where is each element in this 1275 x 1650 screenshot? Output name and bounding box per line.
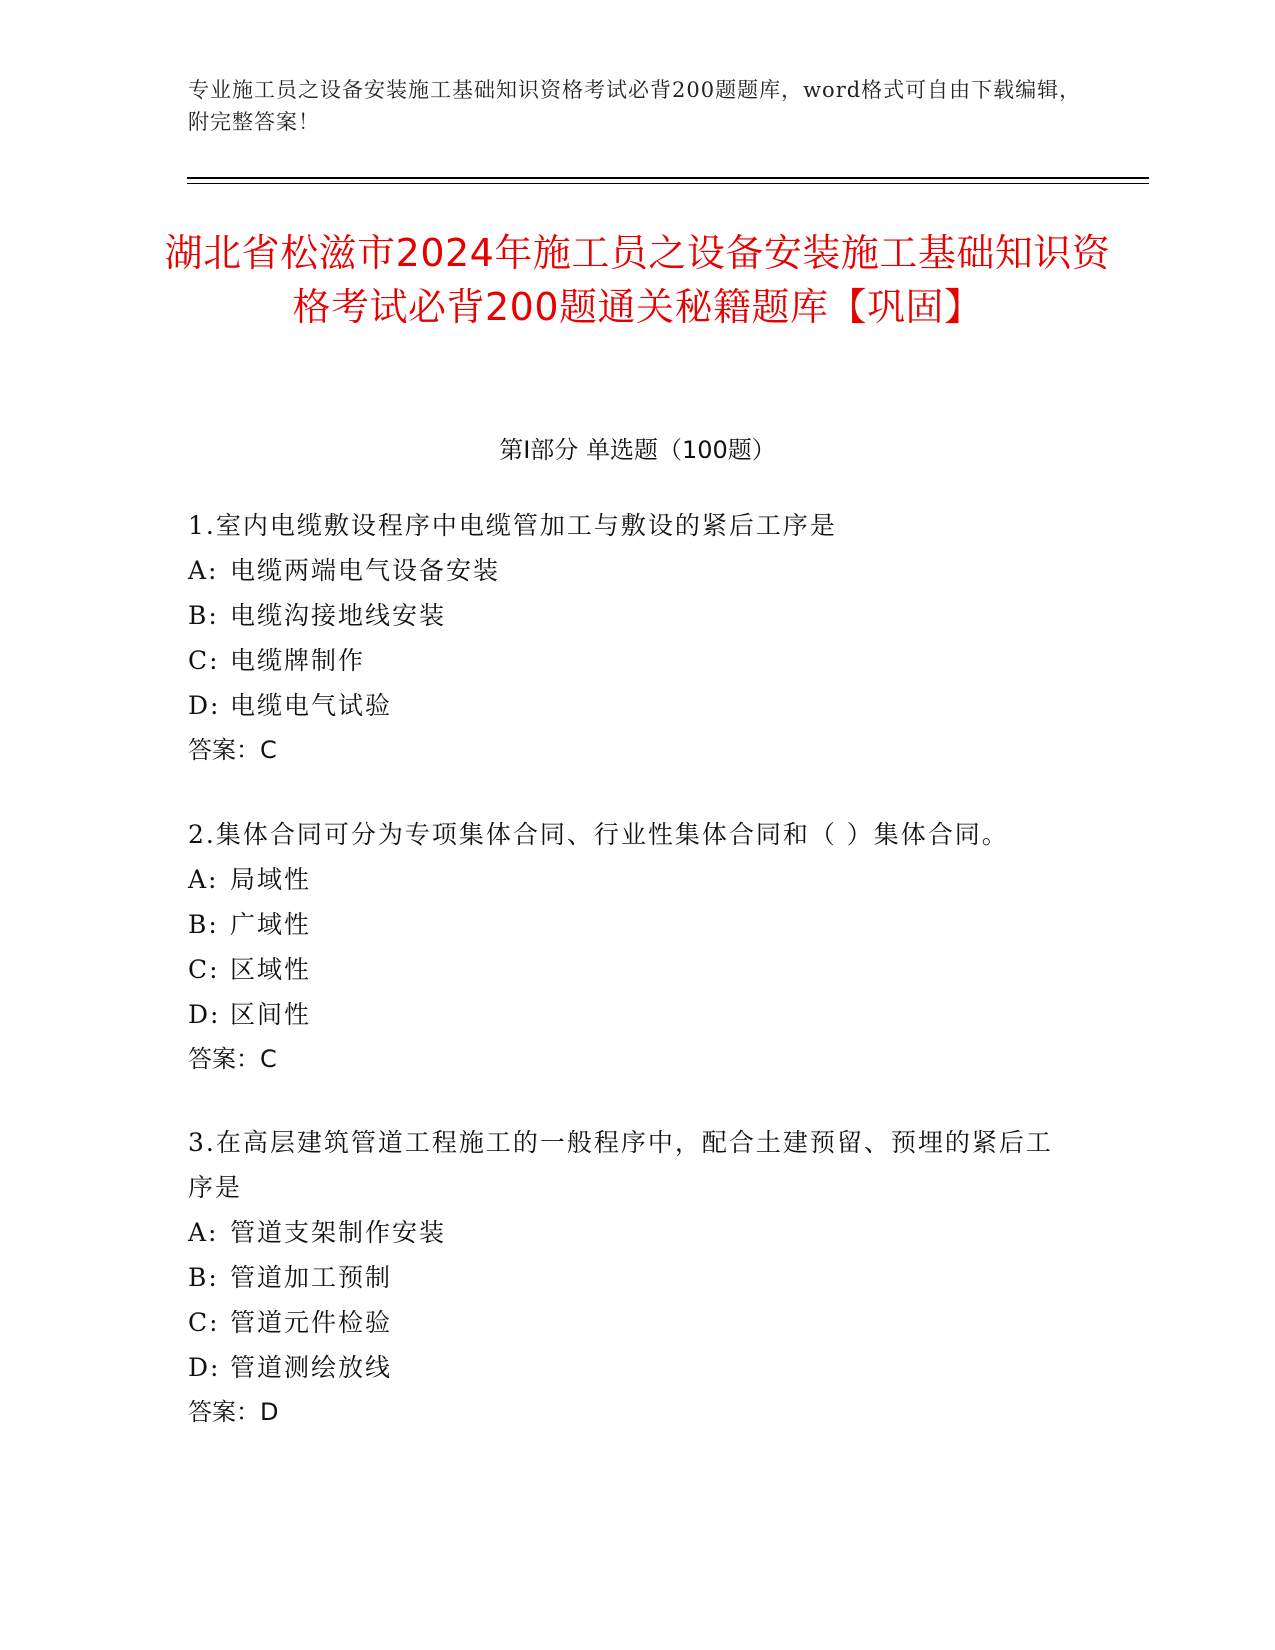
- option-a: [188, 857, 1088, 902]
- question-text: 1.室内电缆敷设程序中电缆管加工与敷设的紧后工序是: [188, 511, 837, 540]
- option-letter: A:: [188, 1218, 219, 1247]
- option-letter: B:: [188, 1263, 219, 1292]
- answer: 答案：D: [188, 1398, 279, 1426]
- question-text: 2.集体合同可分为专项集体合同、行业性集体合同和（ ）集体合同。: [188, 820, 1009, 849]
- option-a: [188, 548, 1088, 593]
- option-letter: A:: [188, 865, 219, 894]
- question-3: [188, 1120, 1088, 1435]
- option-letter: D:: [188, 691, 221, 720]
- answer: 答案：C: [188, 1045, 277, 1073]
- option-text: 电缆沟接地线安装: [230, 601, 447, 630]
- option-c: [188, 1300, 1088, 1345]
- option-letter: D:: [188, 1353, 221, 1382]
- option-letter: C:: [188, 955, 220, 984]
- question-1: [188, 503, 1088, 773]
- option-c: [188, 947, 1088, 992]
- question-2: [188, 812, 1088, 1082]
- option-text: 电缆电气试验: [230, 691, 393, 720]
- option-letter: B:: [188, 910, 219, 939]
- option-a: [188, 1210, 1088, 1255]
- option-b: [188, 902, 1088, 947]
- option-letter: B:: [188, 601, 219, 630]
- option-d: [188, 1345, 1088, 1390]
- option-d: [188, 683, 1088, 728]
- option-text: 区域性: [230, 955, 312, 984]
- answer: 答案：C: [188, 736, 277, 764]
- option-text: 区间性: [230, 1000, 312, 1029]
- option-b: [188, 1255, 1088, 1300]
- option-letter: D:: [188, 1000, 221, 1029]
- option-text: 管道支架制作安装: [230, 1218, 447, 1247]
- option-text: 局域性: [230, 865, 312, 894]
- header-note: 专业施工员之设备安装施工基础知识资格考试必背200题题库，word格式可自由下载编辑，附完整答案！: [188, 78, 1082, 134]
- option-letter: C:: [188, 646, 220, 675]
- option-text: 电缆牌制作: [230, 646, 366, 675]
- option-text: 管道元件检验: [230, 1308, 393, 1337]
- option-letter: A:: [188, 556, 219, 585]
- option-d: [188, 992, 1088, 1037]
- option-text: 管道测绘放线: [230, 1353, 393, 1382]
- header-rule-thin: [187, 183, 1149, 184]
- option-text: 电缆两端电气设备安装: [230, 556, 501, 585]
- option-text: 管道加工预制: [230, 1263, 393, 1292]
- option-c: [188, 638, 1088, 683]
- question-text: 3.在高层建筑管道工程施工的一般程序中，配合土建预留、预埋的紧后工序是: [188, 1128, 1053, 1202]
- document-title: 湖北省松滋市2024年施工员之设备安装施工基础知识资格考试必背200题通关秘籍题库【巩固】: [164, 231, 1111, 329]
- header-rule-thick: [187, 177, 1149, 179]
- option-b: [188, 593, 1088, 638]
- section-title: 第Ⅰ部分 单选题（100题）: [499, 436, 776, 464]
- option-text: 广域性: [230, 910, 312, 939]
- option-letter: C:: [188, 1308, 220, 1337]
